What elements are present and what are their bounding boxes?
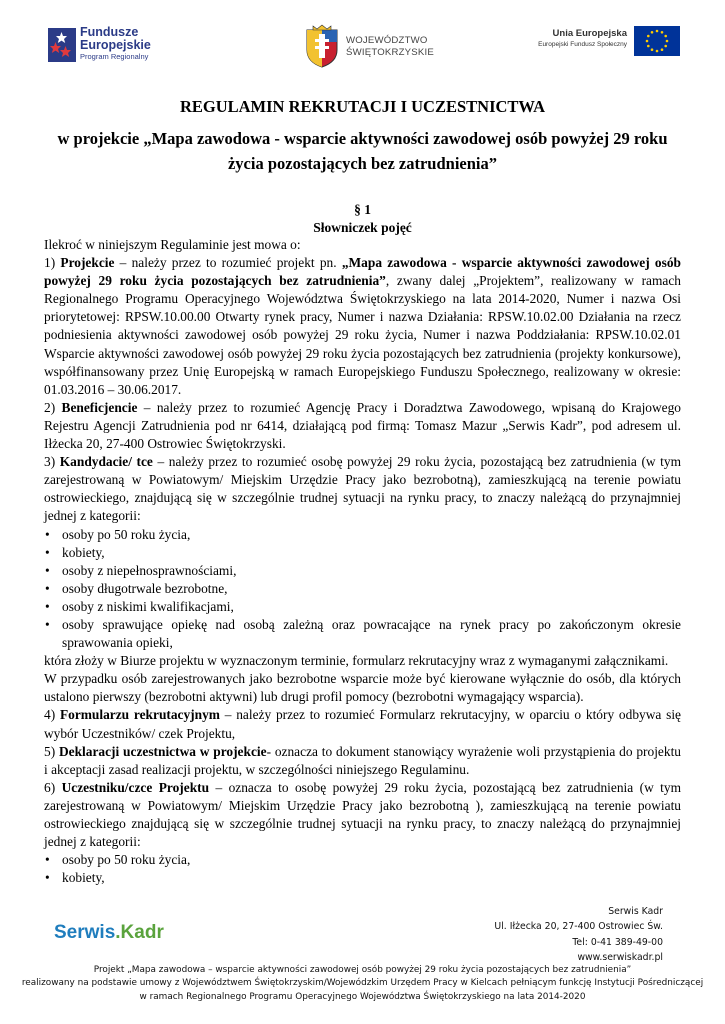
footer-contact	[494, 904, 663, 966]
list-item: • kobiety,	[44, 869, 681, 887]
project-title-line1: w projekcie „Mapa zawodowa - wsparcie aktywności zawodowej osób powyżej 29 roku	[57, 129, 668, 148]
definition-3-number: 3)	[44, 454, 60, 470]
list-item: • kobiety,	[44, 544, 681, 562]
definition-4-number: 4)	[44, 707, 60, 723]
definition-4-text: – należy przez to rozumieć Formularz rekrutacyjny, w oparciu o który odbywa się wybór Uczestników/ czek Projektu,	[44, 707, 681, 741]
definition-2-number: 2)	[44, 399, 62, 415]
definition-3-categories	[44, 526, 681, 653]
fe-star-icon	[46, 24, 78, 64]
unia-europejska-logo	[538, 26, 682, 56]
definition-6-text: – oznacza to osobę powyżej 29 roku życia, pozostającą bez zatrudnienia (w tym zarejestrowaną w Powiatowym/ Miejskim Urzędzie Pracy jako bezrobotną ), zamieszkującą na terenie powiatu ostrowieckiego znajdującą się w szczególnie trudnej sytuacji na rynku pracy, to znaczy należącą do przynajmniej jednej z kategorii:	[44, 779, 681, 850]
definition-5-number: 5)	[44, 743, 59, 759]
fundusze-europejskie-logo	[46, 22, 176, 68]
definition-1	[44, 254, 681, 399]
footer-note-line2: realizowany na podstawie umowy z Województwem Świętokrzyskim/Wojewódzkim Urzędem Pracy w Kielcach pełniącym funkcję Instytucji Pośredniczącej	[21, 978, 704, 989]
contact-phone: Tel: 0-41 389-49-00	[572, 936, 663, 948]
list-item: • osoby z niskimi kwalifikacjami,	[44, 598, 681, 616]
definition-1-text-b: , zwany dalej „Projektem”, realizowany w ramach Regionalnego Programu Operacyjnego Województwa Świętokrzyskiego na lata 2014-2020, Numer i nazwa Osi priorytetowej: RPSW.10.00.00 Otwarty rynek pracy, Numer i nazwa Działania: RPSW.10.02.00 Działania na rzecz podniesienia aktywności zawodowej osób powyżej 29 roku życia, Numer i nazwa Poddziałania: RPSW.10.02.01 Wsparcie aktywności zawodowej osób powyżej 29 roku życia pozostających bez zatrudnienia (projekty konkursowe), współfinansowany przez Unię Europejską w ramach Europejskiego Funduszu Społecznego, realizowany w okresie: 01.03.2016 – 30.06.2017.	[44, 273, 681, 397]
definition-2	[44, 399, 681, 453]
definition-3-after-2: W przypadku osób zarejestrowanych jako bezrobotne wsparcie może być kierowane wyłącznie do osób, dla których ustalono pierwszy (bezrobotni aktywni) lub drugi profil pomocy (bezrobotni wymagający wsparcia).	[44, 671, 681, 705]
contact-address: Ul. Iłżecka 20, 27-400 Ostrowiec Św.	[494, 921, 663, 933]
wojewodztwo-swietokrzyskie-logo	[303, 24, 433, 68]
definition-3	[44, 453, 681, 525]
definition-2-term: Beneficjencie	[61, 399, 138, 415]
project-title-line2: życia pozostających bez zatrudnienia”	[227, 154, 497, 173]
logo-serwis-text: Serwis	[54, 922, 116, 943]
definition-5	[44, 743, 681, 779]
definition-1-term: Projekcie	[60, 255, 115, 271]
region-logo-line2: ŚWIĘTOKRZYSKIE	[346, 47, 434, 58]
eu-flag-icon	[634, 26, 680, 56]
paragraph-sign: § 1	[354, 202, 371, 217]
fe-logo-line2: Europejskie	[80, 38, 151, 52]
footer-project-note	[0, 964, 725, 1004]
logo-dot: .	[115, 922, 121, 943]
definition-6-term: Uczestniku/czce Projektu	[61, 779, 210, 795]
eu-logo-line2: Europejski Fundusz Społeczny	[538, 41, 627, 48]
definition-6-number: 6)	[44, 779, 62, 795]
definition-3-text: – należy przez to rozumieć osobę powyżej 29 roku życia, pozostającą bez zatrudnienia (w tym zarejestrowaną w Powiatowym/ Miejskim Urzędzie Pracy jako bezrobotną), zamieszkującą na terenie powiatu ostrowieckiego, znajdującą się w szczególnie trudnej sytuacji na rynku pracy, to znaczy należącą do przynajmniej jednej z kategorii:	[44, 454, 682, 524]
contact-website: www.serwiskadr.pl	[577, 952, 663, 964]
contact-company: Serwis Kadr	[608, 906, 663, 917]
coat-of-arms-icon	[303, 24, 341, 68]
logo-kadr-text: Kadr	[120, 922, 164, 943]
document-title: REGULAMIN REKRUTACJI I UCZESTNICTWA	[179, 97, 546, 116]
definition-3-term: Kandydacie/ tce	[59, 454, 153, 470]
definition-2-text: – należy przez to rozumieć Agencję Pracy i Doradztwa Zawodowego, wpisaną do Krajowego Rejestru Agencji Zatrudnienia pod nr 6414, działającą pod firmą: Tomasz Mazur „Serwis Kadr”, pod adresem ul. Iłżecka 20, 27-400 Ostrowiec Świętokrzyski.	[44, 399, 681, 452]
section-title: Słowniczek pojęć	[313, 220, 412, 235]
definition-1-number: 1)	[44, 255, 61, 271]
definition-6	[44, 779, 681, 851]
regulation-body	[44, 236, 681, 887]
list-item: • osoby po 50 roku życia,	[44, 526, 681, 544]
definition-4	[44, 706, 681, 742]
fe-logo-line3: Program Regionalny	[80, 52, 149, 61]
list-item: • osoby z niepełnosprawnościami,	[44, 562, 681, 580]
footer-note-line1: Projekt „Mapa zawodowa – wsparcie aktywności zawodowej osób powyżej 29 roku życia pozostających bez zatrudnienia”	[93, 965, 632, 975]
definition-6-categories	[44, 851, 681, 887]
definition-5-term: Deklaracji uczestnictwa w projekcie	[58, 743, 267, 759]
definition-3-after-1: która złoży w Biurze projektu w wyznaczonym terminie, formularz rekrutacyjny wraz z wymaganymi załącznikami.	[44, 653, 669, 669]
region-logo-line1: WOJEWÓDZTWO	[346, 35, 428, 46]
intro-text: Ilekroć w niniejszym Regulaminie jest mowa o:	[44, 237, 301, 252]
list-item: • osoby po 50 roku życia,	[44, 851, 681, 869]
definition-5-text: - oznacza to dokument stanowiący wyrażenie woli przystąpienia do projektu i akceptacji zasad realizacji projektu, w szczególności niniejszego Regulaminu.	[44, 743, 681, 777]
fe-logo-line1: Fundusze	[80, 25, 139, 39]
definition-1-project-name: „Mapa zawodowa - wsparcie aktywności zawodowej osób powyżej 29 roku życia pozostających bez zatrudnienia”	[44, 255, 681, 289]
serwis-kadr-logo	[54, 922, 164, 944]
list-item: • osoby długotrwale bezrobotne,	[44, 580, 681, 598]
list-item: • osoby sprawujące opiekę nad osobą zależną oraz powracające na rynek pracy po zakończonym okresie sprawowania opieki,	[44, 616, 681, 652]
definition-1-text-a: – należy przez to rozumieć projekt pn.	[114, 255, 342, 271]
definition-4-term: Formularzu rekrutacyjnym	[59, 707, 220, 723]
eu-logo-line1: Unia Europejska	[552, 28, 627, 39]
footer-note-line3: w ramach Regionalnego Programu Operacyjnego Województwa Świętokrzyskiego na lata 2014-2020	[139, 991, 586, 1002]
